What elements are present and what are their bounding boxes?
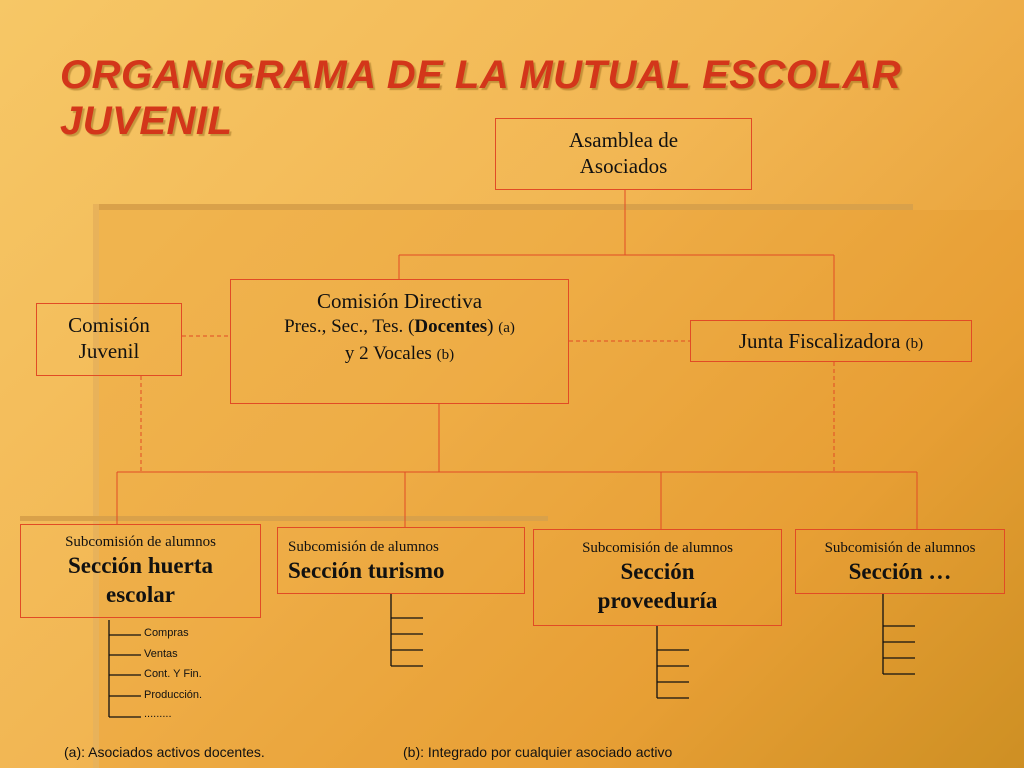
comision-juvenil-node xyxy=(36,303,182,376)
subcomision-huerta-node xyxy=(20,524,261,618)
asamblea-line-1: Asamblea de xyxy=(568,128,679,152)
title-line-1: ORGANIGRAMA DE LA MUTUAL ESCOLAR xyxy=(60,53,902,97)
directiva-note-a: (a) xyxy=(498,320,515,336)
directiva-line-1: Comisión Directiva xyxy=(316,289,483,313)
subcomision-proveeduria-label: Subcomisión de alumnos xyxy=(582,540,733,556)
juvenil-line-2: Juvenil xyxy=(78,339,140,363)
subcomision-proveeduria-line-2: proveeduría xyxy=(597,588,718,613)
subcomision-turismo-label: Subcomisión de alumnos xyxy=(288,539,439,555)
subcomision-proveeduria-line-1: Sección xyxy=(620,559,695,584)
subcomision-huerta-label: Subcomisión de alumnos xyxy=(65,534,216,550)
directiva-note-b: (b) xyxy=(436,347,455,363)
junta-line xyxy=(691,328,971,357)
subcomision-turismo-line-1: Sección turismo xyxy=(288,558,445,583)
subcomision-seccion-line-1: Sección … xyxy=(848,559,952,584)
junta-note-b: (b) xyxy=(905,336,924,352)
footnote-b: (b): Integrado por cualquier asociado activo xyxy=(403,744,673,760)
directiva-line-2 xyxy=(231,314,568,341)
huerta-item-contabilidad: Cont. Y Fin. xyxy=(144,668,202,680)
title-line-2: JUVENIL xyxy=(60,99,233,143)
directiva-line-3 xyxy=(231,341,568,368)
huerta-item-ventas: Ventas xyxy=(144,648,178,660)
subcomision-seccion-label: Subcomisión de alumnos xyxy=(824,540,976,556)
comision-directiva-node xyxy=(230,279,569,404)
subcomision-huerta-line-1: Sección huerta xyxy=(67,553,213,578)
directiva-vocales: y 2 Vocales xyxy=(344,343,432,364)
asamblea-node xyxy=(495,118,752,190)
huerta-item-compras: Compras xyxy=(144,627,189,639)
junta-fiscalizadora-node xyxy=(690,320,972,362)
directiva-docentes: Docentes xyxy=(414,316,488,337)
junta-label: Junta Fiscalizadora xyxy=(738,329,901,353)
subcomision-proveeduria-node xyxy=(533,529,782,626)
asamblea-line-2: Asociados xyxy=(579,154,668,178)
directiva-line-2-post: ) xyxy=(487,316,494,337)
subcomision-huerta-line-2: escolar xyxy=(106,582,175,607)
juvenil-line-1: Comisión xyxy=(68,313,150,337)
directiva-line-2-pre: Pres., Sec., Tes. ( xyxy=(284,316,415,337)
subcomision-turismo-node xyxy=(277,527,525,594)
footnote-a: (a): Asociados activos docentes. xyxy=(64,744,265,760)
subcomision-seccion-node xyxy=(795,529,1005,594)
huerta-item-produccion: Producción. xyxy=(144,689,203,701)
huerta-item-etc: ......... xyxy=(144,708,172,720)
